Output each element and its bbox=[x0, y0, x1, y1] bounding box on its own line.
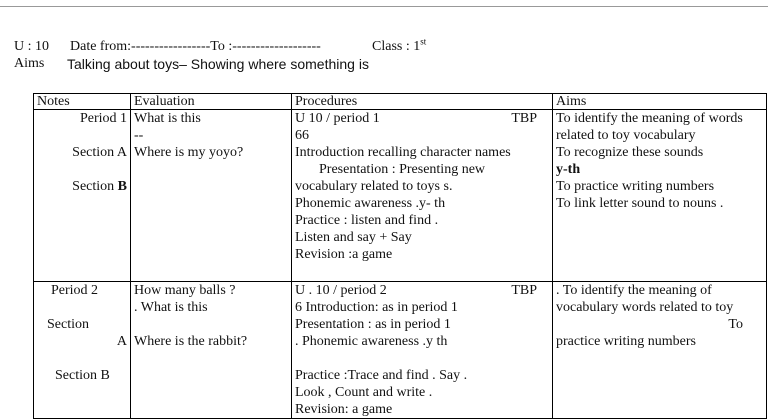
procedure-item: 66 bbox=[295, 128, 309, 143]
note-section: Section bbox=[47, 317, 89, 332]
aim-item: practice writing numbers bbox=[556, 334, 696, 349]
procedure-tbp: TBP bbox=[511, 283, 537, 298]
table-header-row bbox=[34, 94, 767, 110]
class-label: Class : 1st bbox=[372, 36, 427, 54]
aim-item: To recognize these sounds bbox=[556, 145, 704, 160]
procedure-item: Presentation : Presenting new bbox=[319, 162, 486, 177]
notes-cell bbox=[34, 282, 131, 419]
aims-cell bbox=[553, 110, 767, 282]
procedure-item: vocabulary related to toys s. bbox=[295, 179, 453, 194]
procedure-item: Introduction recalling character names bbox=[295, 145, 511, 160]
header-procedures: Procedures bbox=[292, 94, 553, 110]
procedure-item: 6 Introduction: as in period 1 bbox=[295, 300, 458, 315]
note-section-b: Section B bbox=[55, 368, 110, 383]
note-section-b: Section B bbox=[72, 179, 127, 194]
aims-text: Talking about toys– Showing where something is bbox=[67, 56, 369, 72]
evaluation-cell bbox=[131, 282, 292, 419]
note-section-a: Section A bbox=[72, 145, 127, 160]
aim-item: . To identify the meaning of bbox=[556, 283, 712, 298]
class-superscript: st bbox=[420, 36, 427, 47]
header-aims: Aims bbox=[553, 94, 767, 110]
procedure-item: Look , Count and write . bbox=[295, 385, 433, 400]
table-row-period-1 bbox=[34, 110, 767, 282]
notes-cell bbox=[34, 110, 131, 282]
unit-number: U : 10 bbox=[14, 39, 49, 54]
procedure-item: Revision: a game bbox=[295, 402, 393, 417]
procedure-item: Listen and say + Say bbox=[295, 230, 412, 245]
eval-item: -- bbox=[134, 128, 144, 143]
note-period: Period 1 bbox=[79, 111, 127, 126]
eval-item: Where is my yoyo? bbox=[134, 145, 244, 160]
procedure-title bbox=[295, 282, 549, 299]
date-range: Date from:-----------------To :------------------- bbox=[70, 39, 321, 54]
note-period: Period 2 bbox=[51, 283, 99, 298]
aim-item: vocabulary words related to toy bbox=[556, 300, 734, 315]
aim-item: To bbox=[728, 317, 743, 332]
note-section-b-bold: B bbox=[117, 179, 127, 194]
eval-item: Where is the rabbit? bbox=[134, 334, 248, 349]
eval-item: How many balls ? bbox=[134, 283, 236, 298]
aim-item: related to toy vocabulary bbox=[556, 128, 696, 143]
procedure-item: Practice :Trace and find . Say . bbox=[295, 368, 468, 383]
procedures-cell bbox=[292, 110, 553, 282]
aims-cell bbox=[553, 282, 767, 419]
aim-sounds: y-th bbox=[556, 162, 581, 177]
aim-item: To practice writing numbers bbox=[556, 179, 715, 194]
procedure-item: . Phonemic awareness .y th bbox=[295, 334, 448, 349]
procedure-item: Revision :a game bbox=[295, 247, 393, 262]
aim-item: To link letter sound to nouns . bbox=[556, 196, 724, 211]
procedure-item: Phonemic awareness .y- th bbox=[295, 196, 446, 211]
eval-item: . What is this bbox=[134, 300, 208, 315]
procedure-item: Practice : listen and find . bbox=[295, 213, 439, 228]
procedure-tbp: TBP bbox=[511, 111, 537, 126]
procedure-title bbox=[295, 110, 549, 127]
header-evaluation: Evaluation bbox=[131, 94, 292, 110]
procedures-cell bbox=[292, 282, 553, 419]
note-section-letter: A bbox=[116, 334, 127, 349]
procedure-item: Presentation : as in period 1 bbox=[295, 317, 451, 332]
top-rule bbox=[0, 6, 768, 7]
lesson-plan-table bbox=[33, 93, 767, 419]
aim-item: To identify the meaning of words bbox=[556, 111, 743, 126]
procedure-title-text: U 10 / period 1 bbox=[295, 111, 380, 126]
procedure-title-text: U . 10 / period 2 bbox=[295, 283, 387, 298]
eval-item: What is this bbox=[134, 111, 201, 126]
aims-label: Aims bbox=[14, 56, 45, 71]
header-notes: Notes bbox=[34, 94, 131, 110]
evaluation-cell bbox=[131, 110, 292, 282]
table-row-period-2 bbox=[34, 282, 767, 419]
